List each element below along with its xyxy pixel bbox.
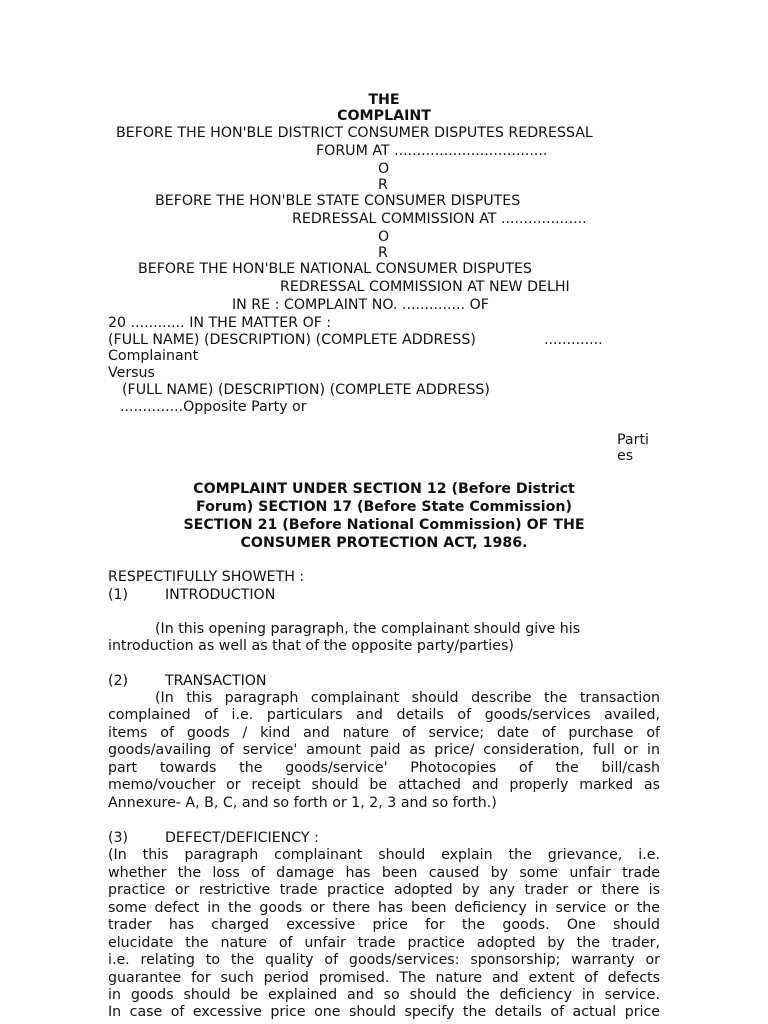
section-3-line: elucidate the nature of unfair trade practice adopted by the trader, bbox=[108, 935, 660, 951]
section-2-line: complained of i.e. particulars and details of goods/services availed, bbox=[108, 707, 660, 723]
section-3-line: guarantee for such period promised. The nature and extent of defects bbox=[108, 970, 660, 986]
versus-label: Versus bbox=[108, 365, 155, 381]
or-separator-r-1: R bbox=[378, 177, 388, 193]
section-2-line: items of goods / kind and nature of service; date of purchase of bbox=[108, 725, 660, 741]
complainant-details: (FULL NAME) (DESCRIPTION) (COMPLETE ADDRESS) bbox=[108, 332, 476, 348]
section-2-line: Annexure- A, B, C, and so forth or 1, 2, 3 and so forth.) bbox=[108, 795, 497, 811]
section-1-text-line2: introduction as well as that of the opposite party/parties) bbox=[108, 638, 514, 654]
district-forum-line2: FORUM AT .................................. bbox=[316, 143, 548, 159]
section-3-line: practice or restrictive trade practice adopted by any trader or there is bbox=[108, 882, 660, 898]
or-separator-o-1: O bbox=[378, 161, 390, 177]
matter-line: 20 ............ IN THE MATTER OF : bbox=[108, 315, 332, 331]
section-3-number: (3) bbox=[108, 830, 129, 846]
state-commission-line1: BEFORE THE HON'BLE STATE CONSUMER DISPUTES bbox=[155, 193, 521, 209]
section-2-title: TRANSACTION bbox=[165, 673, 267, 689]
section-3-line: trader has charged excessive price for the goods. One should bbox=[108, 917, 660, 933]
section-3-line: whether the loss of damage has been caused by some unfair trade bbox=[108, 865, 660, 881]
parties-label-part1: Parti bbox=[617, 432, 649, 448]
in-re-complaint-no: IN RE : COMPLAINT NO. .............. OF bbox=[232, 297, 489, 313]
or-separator-r-2: R bbox=[378, 245, 388, 261]
complaint-title-line2: Forum) SECTION 17 (Before State Commission) bbox=[196, 499, 572, 515]
complaint-title-line1: COMPLAINT UNDER SECTION 12 (Before District bbox=[193, 481, 575, 497]
opposite-party-details: (FULL NAME) (DESCRIPTION) (COMPLETE ADDRESS) bbox=[122, 382, 490, 398]
section-1-title: INTRODUCTION bbox=[165, 587, 276, 603]
section-3-line: some defect in the goods or there has been deficiency in service or the bbox=[108, 900, 660, 916]
section-1-text-line1: (In this opening paragraph, the complainant should give his bbox=[155, 621, 581, 637]
district-forum-line1: BEFORE THE HON'BLE DISTRICT CONSUMER DISPUTES REDRESSAL bbox=[116, 125, 593, 141]
heading-the: THE bbox=[368, 92, 400, 108]
section-2-line: goods/availing of service' amount paid as price/ consideration, full or in bbox=[108, 742, 660, 758]
section-2-line: part towards the goods/service' Photocopies of the bill/cash bbox=[108, 760, 660, 776]
complaint-title-line4: CONSUMER PROTECTION ACT, 1986. bbox=[240, 535, 528, 551]
section-1-number: (1) bbox=[108, 587, 129, 603]
state-commission-line2: REDRESSAL COMMISSION AT ................... bbox=[292, 211, 587, 227]
opposite-party-label: ..............Opposite Party or bbox=[120, 399, 307, 415]
parties-label-part2: es bbox=[617, 448, 634, 464]
section-3-line: in goods should be explained and so should the deficiency in service. bbox=[108, 987, 660, 1003]
section-2-line: memo/voucher or receipt should be attached and properly marked as bbox=[108, 777, 660, 793]
national-commission-line2: REDRESSAL COMMISSION AT NEW DELHI bbox=[280, 279, 570, 295]
section-2-line: (In this paragraph complainant should describe the transaction bbox=[155, 690, 660, 706]
respectfully-showeth: RESPECTIFULLY SHOWETH : bbox=[108, 569, 305, 585]
complainant-dots: ............. bbox=[544, 332, 603, 348]
complaint-title-line3: SECTION 21 (Before National Commission) OF THE bbox=[183, 517, 585, 533]
or-separator-o-2: O bbox=[378, 229, 390, 245]
complainant-label: Complainant bbox=[108, 348, 199, 364]
section-3-line: In case of excessive price one should specify the details of actual price bbox=[108, 1004, 660, 1020]
section-3-title: DEFECT/DEFICIENCY : bbox=[165, 830, 319, 846]
section-3-line: i.e. relating to the quality of goods/services: sponsorship; warranty or bbox=[108, 952, 660, 968]
heading-complaint: COMPLAINT bbox=[337, 108, 431, 124]
section-2-number: (2) bbox=[108, 673, 129, 689]
section-3-line: (In this paragraph complainant should explain the grievance, i.e. bbox=[108, 847, 660, 863]
national-commission-line1: BEFORE THE HON'BLE NATIONAL CONSUMER DISPUTES bbox=[138, 261, 532, 277]
